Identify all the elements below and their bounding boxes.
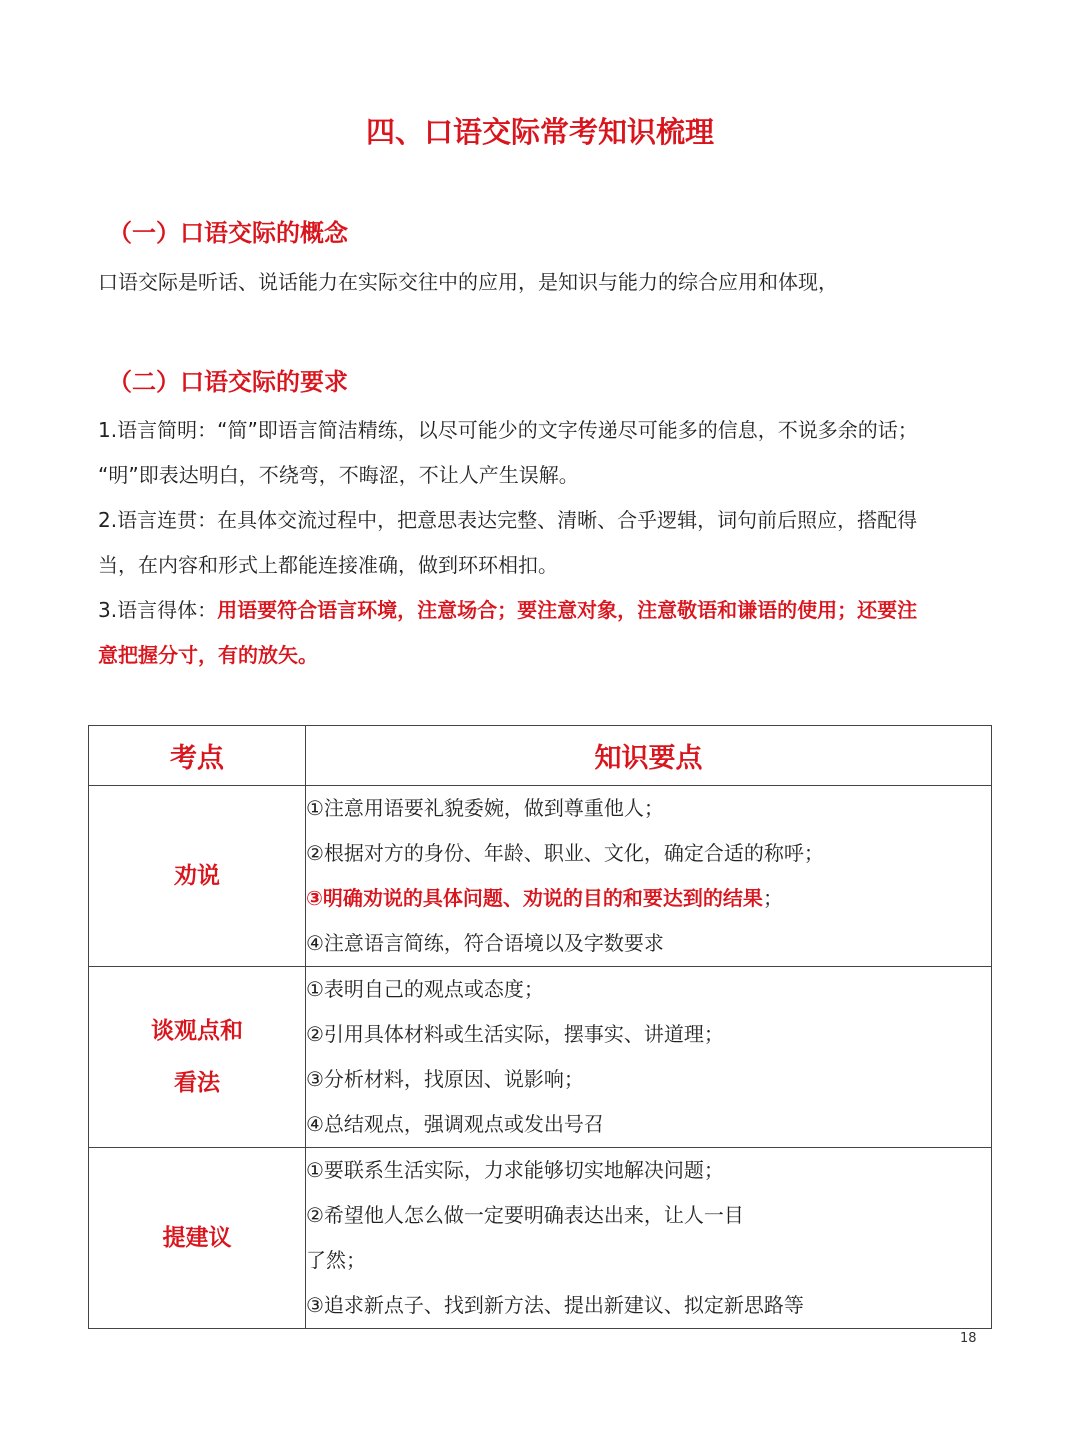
requirement-3-line-1	[98, 588, 990, 633]
requirement-1-line-2: “明”即表达明白，不绕弯，不晦涩，不让人产生误解。	[98, 463, 579, 487]
point-item: ③分析材料，找原因、说影响；	[306, 1067, 584, 1091]
point-item-emphasis: ③明确劝说的具体问题、劝说的目的和要达到的结果	[306, 886, 763, 910]
requirement-3-prefix: 3.语言得体：	[98, 598, 218, 622]
requirement-3-line-2: 意把握分寸，有的放矢。	[98, 643, 318, 667]
requirements-list	[98, 408, 990, 678]
knowledge-table	[88, 725, 992, 1329]
requirement-1-line-1: 1.语言简明：“简”即语言简洁精练，以尽可能少的文字传递尽可能多的信息，不说多余的话；	[98, 418, 918, 442]
points-cell	[306, 967, 992, 1148]
concept-paragraph: 口语交际是听话、说话能力在实际交往中的应用，是知识与能力的综合应用和体现，	[98, 270, 838, 294]
topic-cell: 提建议	[89, 1148, 306, 1329]
point-item: 了然；	[306, 1248, 366, 1272]
points-cell	[306, 1148, 992, 1329]
section-heading-concept: （一）口语交际的概念	[108, 219, 348, 247]
point-item: ④总结观点，强调观点或发出号召	[306, 1112, 604, 1136]
table-row	[89, 967, 992, 1148]
header-points: 知识要点	[306, 726, 992, 786]
page-title: 四、口语交际常考知识梳理	[365, 115, 714, 149]
topic-line-1: 谈观点和	[151, 1018, 243, 1044]
point-item	[306, 876, 991, 921]
points-cell	[306, 786, 992, 967]
page-number: 18	[960, 1331, 977, 1346]
table-row	[89, 786, 992, 967]
table-row	[89, 1148, 992, 1329]
point-item: ①注意用语要礼貌委婉，做到尊重他人；	[306, 796, 664, 820]
table-header-row	[89, 726, 992, 786]
requirement-2-line-2: 当，在内容和形式上都能连接准确，做到环环相扣。	[98, 553, 558, 577]
point-item: ②引用具体材料或生活实际，摆事实、讲道理；	[306, 1022, 724, 1046]
point-item: ①表明自己的观点或态度；	[306, 977, 544, 1001]
topic-cell: 劝说	[89, 786, 306, 967]
requirement-3-emphasis: 用语要符合语言环境，注意场合；要注意对象，注意敬语和谦语的使用；还要注	[217, 598, 918, 622]
requirement-2-line-1: 2.语言连贯：在具体交流过程中，把意思表达完整、清晰、合乎逻辑，词句前后照应，搭配得	[98, 508, 918, 532]
point-item: ④注意语言简练，符合语境以及字数要求	[306, 931, 664, 955]
section-heading-requirements: （二）口语交际的要求	[108, 368, 348, 396]
header-topic: 考点	[89, 726, 306, 786]
point-item: ②根据对方的身份、年龄、职业、文化，确定合适的称呼；	[306, 841, 824, 865]
point-item-suffix: ；	[762, 886, 783, 910]
point-item: ③追求新点子、找到新方法、提出新建议、拟定新思路等	[306, 1293, 804, 1317]
topic-cell	[89, 967, 306, 1148]
point-item: ②希望他人怎么做一定要明确表达出来，让人一目	[306, 1203, 744, 1227]
topic-line-2: 看法	[174, 1070, 220, 1096]
point-item: ①要联系生活实际，力求能够切实地解决问题；	[306, 1158, 724, 1182]
